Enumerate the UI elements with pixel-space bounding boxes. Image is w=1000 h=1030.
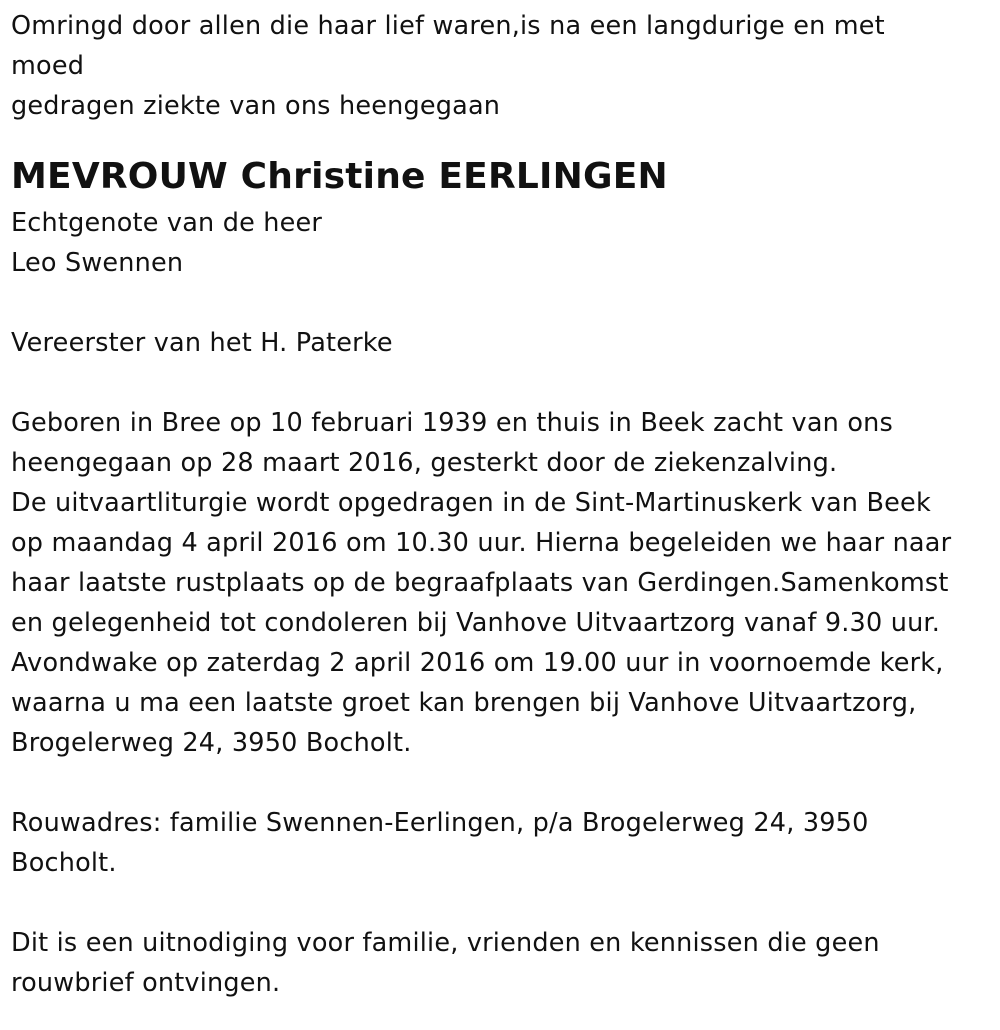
details-line: heengegaan op 28 maart 2016, gesterkt door de ziekenzalving. — [11, 448, 838, 478]
details-line: waarna u ma een laatste groet kan brengen bij Vanhove Uitvaartzorg, — [11, 688, 917, 718]
intro-paragraph — [11, 6, 988, 126]
spouse-line: Echtgenote van de heer — [11, 208, 323, 238]
spouse-line: Leo Swennen — [11, 248, 184, 278]
spacer — [11, 283, 988, 323]
intro-line: moed — [11, 51, 85, 81]
deceased-name: MEVROUW Christine EERLINGEN — [11, 156, 668, 197]
address-paragraph — [11, 803, 988, 883]
intro-line: gedragen ziekte van ons heengegaan — [11, 91, 501, 121]
closing-line: Dit is een uitnodiging voor familie, vrienden en kennissen die geen — [11, 928, 880, 958]
closing-paragraph — [11, 923, 988, 1003]
intro-line: Omringd door allen die haar lief waren,is na een langdurige en met — [11, 11, 885, 41]
honor-line: Vereerster van het H. Paterke — [11, 328, 393, 358]
spacer — [11, 363, 988, 403]
spouse-paragraph — [11, 203, 988, 283]
details-line: De uitvaartliturgie wordt opgedragen in de Sint-Martinuskerk van Beek — [11, 488, 931, 518]
address-line: Rouwadres: familie Swennen-Eerlingen, p/a Brogelerweg 24, 3950 — [11, 808, 869, 838]
details-line: op maandag 4 april 2016 om 10.30 uur. Hierna begeleiden we haar naar — [11, 528, 952, 558]
spacer — [11, 883, 988, 923]
details-line: haar laatste rustplaats op de begraafplaats van Gerdingen.Samenkomst — [11, 568, 949, 598]
details-line: en gelegenheid tot condoleren bij Vanhove Uitvaartzorg vanaf 9.30 uur. — [11, 608, 941, 638]
closing-line: rouwbrief ontvingen. — [11, 968, 281, 998]
details-line: Geboren in Bree op 10 februari 1939 en thuis in Beek zacht van ons — [11, 408, 893, 438]
address-line: Bocholt. — [11, 848, 117, 878]
spacer — [11, 763, 988, 803]
details-line: Avondwake op zaterdag 2 april 2016 om 19.00 uur in voornoemde kerk, — [11, 648, 944, 678]
details-paragraph — [11, 403, 988, 763]
details-line: Brogelerweg 24, 3950 Bocholt. — [11, 728, 412, 758]
